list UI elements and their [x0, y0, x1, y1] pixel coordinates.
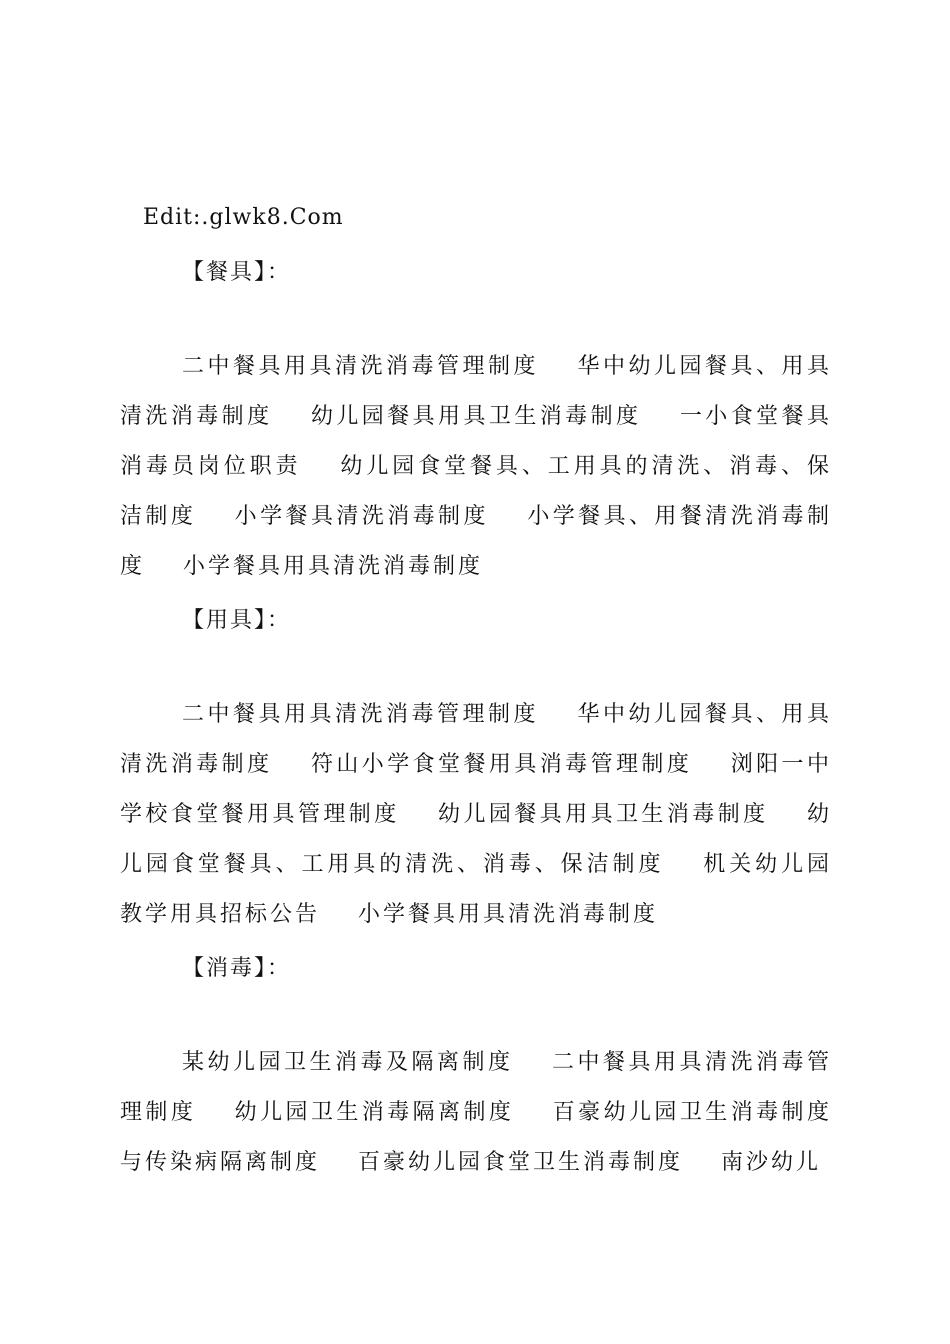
link-item[interactable]: 机关幼儿园教学用具招标公告	[120, 852, 832, 927]
section-heading-utensils: 【用具】：	[182, 608, 292, 633]
link-item[interactable]: 小学餐具、用餐清洗消毒制度	[120, 504, 832, 579]
link-item[interactable]: 华中幼儿园餐具、用具清洗消毒制度	[120, 702, 832, 777]
section-heading-disinfection: 【消毒】：	[182, 956, 292, 981]
link-item[interactable]: 百豪幼儿园食堂卫生消毒制度	[358, 1150, 684, 1175]
link-item[interactable]: 二中餐具用具清洗消毒管理制度	[120, 1050, 832, 1125]
link-item[interactable]: 小学餐具用具清洗消毒制度	[358, 902, 659, 927]
link-item[interactable]: 小学餐具清洗消毒制度	[234, 504, 489, 529]
link-item[interactable]: 二中餐具用具清洗消毒管理制度	[182, 702, 539, 727]
section-links-utensils	[120, 690, 832, 940]
link-item[interactable]: 幼儿园餐具用具卫生消毒制度	[437, 802, 769, 827]
link-item[interactable]: 南沙幼儿	[721, 1150, 822, 1175]
link-item[interactable]: 幼儿园卫生消毒隔离制度	[234, 1100, 515, 1125]
link-item[interactable]: 小学餐具用具清洗消毒制度	[183, 554, 484, 579]
link-item[interactable]: 某幼儿园卫生消毒及隔离制度	[182, 1050, 514, 1075]
link-item[interactable]: 符山小学食堂餐用具消毒管理制度	[310, 752, 693, 777]
edit-source-line: Edit:.glwk8.Com	[143, 205, 344, 230]
link-item[interactable]: 幼儿园食堂餐具、工用具的清洗、消毒、保洁制度	[120, 454, 832, 529]
link-item[interactable]: 百豪幼儿园卫生消毒制度与传染病隔离制度	[120, 1100, 832, 1175]
link-item[interactable]: 一小食堂餐具消毒员岗位职责	[120, 404, 832, 479]
section-links-disinfection	[120, 1038, 832, 1188]
section-heading-tableware: 【餐具】：	[182, 260, 292, 285]
section-links-tableware	[120, 342, 832, 592]
link-item[interactable]: 二中餐具用具清洗消毒管理制度	[182, 354, 539, 379]
link-item[interactable]: 幼儿园食堂餐具、工用具的清洗、消毒、保洁制度	[120, 802, 832, 877]
link-item[interactable]: 华中幼儿园餐具、用具清洗消毒制度	[120, 354, 832, 429]
link-item[interactable]: 浏阳一中学校食堂餐用具管理制度	[120, 752, 832, 827]
link-item[interactable]: 幼儿园餐具用具卫生消毒制度	[310, 404, 642, 429]
